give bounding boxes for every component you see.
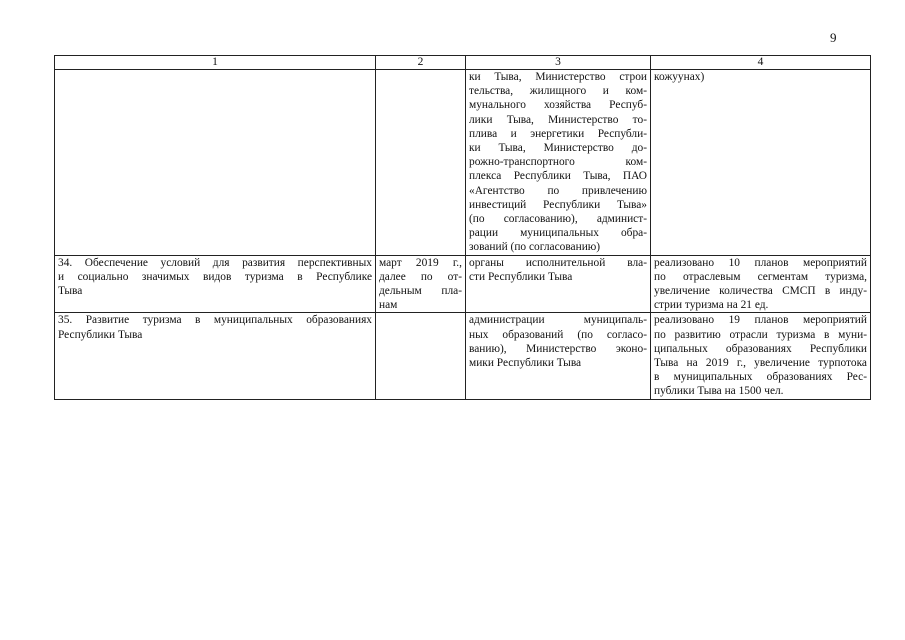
cell-line: реализовано 19 планов мероприятий (654, 314, 867, 327)
page-number: 9 (830, 30, 837, 45)
plan-table (54, 55, 871, 400)
table-header-row (55, 56, 871, 70)
cell-line: ных образований (по согласо- (469, 328, 647, 341)
cell-line: органы исполнительной вла- (469, 256, 647, 269)
cell-line: кожуунах) (654, 71, 705, 83)
cell-activity (55, 70, 376, 256)
cell-line: плива и энергетики Республи- (469, 127, 647, 140)
cell-line: 35. Развитие туризма в муниципальных образованиях (58, 314, 372, 327)
cell-line: «Агентство по привлечению (469, 184, 647, 197)
cell-line: реализовано 10 планов мероприятий (654, 256, 867, 269)
cell-activity (55, 313, 376, 399)
cell-line: лики Тыва, Министерство то- (469, 113, 647, 126)
table-row (55, 313, 871, 399)
column-header-4: 4 (651, 56, 871, 70)
cell-deadline (376, 255, 466, 313)
cell-activity (55, 255, 376, 313)
cell-line: Тыва (58, 285, 83, 298)
cell-line: администрации муниципаль- (469, 314, 647, 327)
cell-line: ципальных образованиях Республики (654, 342, 867, 355)
cell-line: инвестиций Республики Тыва» (469, 198, 647, 211)
cell-line: Тыва на 2019 г., увеличение турпотока (654, 357, 867, 370)
cell-line: зований (по согласованию) (469, 241, 601, 254)
column-header-1: 1 (55, 56, 376, 70)
cell-line: (по согласованию), админист- (469, 213, 647, 226)
cell-line: плекса Республики Тыва, ПАО (469, 170, 647, 183)
cell-deadline (376, 70, 466, 256)
cell-deadline (376, 313, 466, 399)
column-header-2: 2 (376, 56, 466, 70)
cell-result (651, 313, 871, 399)
cell-line: рожно-транспортного ком- (469, 156, 647, 169)
cell-line: нам (379, 299, 398, 312)
cell-line: мунального хозяйства Респуб- (469, 99, 647, 112)
cell-line: по отраслевым сегментам туризма, (654, 270, 867, 283)
cell-result (651, 255, 871, 313)
cell-line: Республики Тыва (58, 328, 143, 341)
cell-line: в муниципальных образованиях Рес- (654, 371, 867, 384)
cell-responsible (466, 255, 651, 313)
cell-line: стрии туризма на 21 ед. (654, 299, 769, 312)
cell-line: увеличение количества СМСП в инду- (654, 285, 867, 298)
cell-line: ванию), Министерство эконо- (469, 342, 647, 355)
cell-responsible (466, 70, 651, 256)
cell-result (651, 70, 871, 256)
cell-line: дельным пла- (379, 285, 462, 298)
cell-line: далее по от- (379, 270, 462, 283)
cell-line: тельства, жилищного и ком- (469, 85, 647, 98)
cell-line: март 2019 г., (379, 256, 462, 269)
cell-line: ки Тыва, Министерство строи (469, 71, 647, 83)
table-row (55, 70, 871, 256)
cell-line: публики Тыва на 1500 чел. (654, 385, 784, 398)
cell-line: рации муниципальных обра- (469, 227, 647, 240)
cell-line: мики Республики Тыва (469, 357, 582, 370)
cell-responsible (466, 313, 651, 399)
cell-line: и социально значимых видов туризма в Республике (58, 270, 372, 283)
table-row (55, 255, 871, 313)
cell-line: сти Республики Тыва (469, 270, 573, 283)
cell-line: 34. Обеспечение условий для развития перспективных (58, 256, 372, 269)
cell-line: ки Тыва, Министерство до- (469, 142, 647, 155)
cell-line: по развитию отрасли туризма в муни- (654, 328, 867, 341)
column-header-3: 3 (466, 56, 651, 70)
